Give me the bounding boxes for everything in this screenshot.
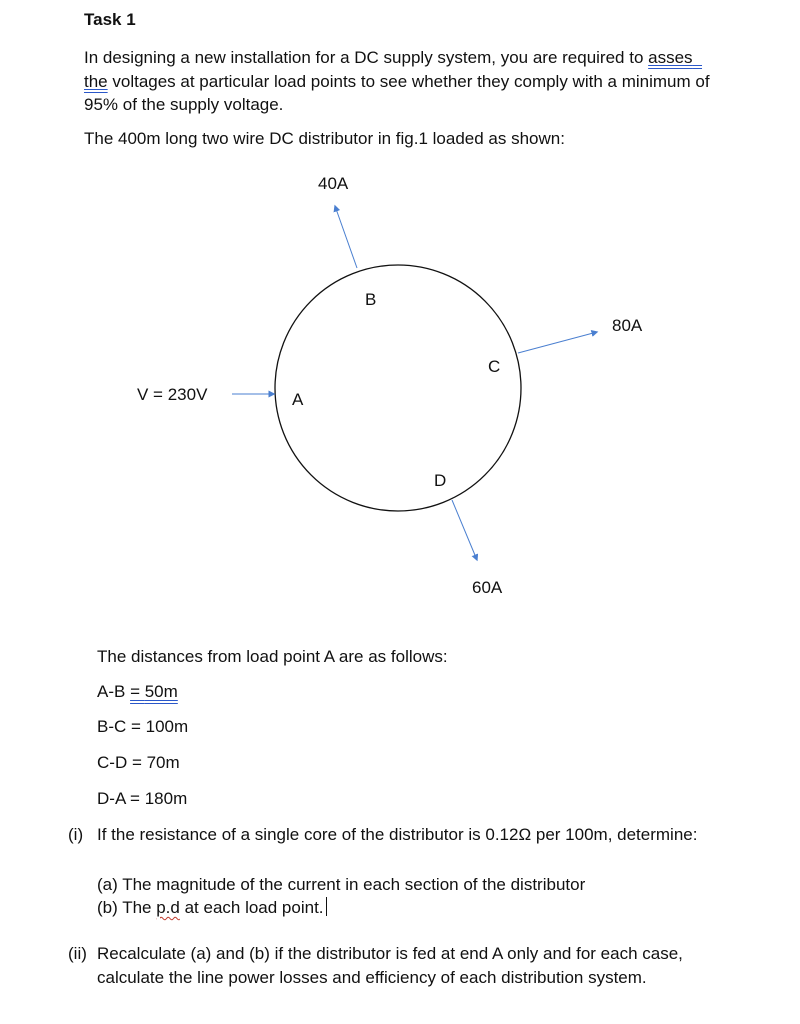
intro-line-3: 95% of the supply voltage. bbox=[84, 95, 284, 114]
load-d-arrow bbox=[452, 500, 477, 560]
load-c-arrow bbox=[518, 332, 597, 353]
distance-da: D-A = 180m bbox=[97, 789, 188, 808]
load-d-current: 60A bbox=[472, 578, 503, 597]
question-1-number: (i) bbox=[68, 825, 84, 844]
supply-voltage-label: V = 230V bbox=[137, 385, 208, 404]
question-1b-pd: p.d bbox=[156, 898, 180, 917]
point-c-label: C bbox=[488, 357, 501, 376]
task-title: Task 1 bbox=[84, 10, 136, 29]
point-a-label: A bbox=[292, 390, 304, 409]
question-1b bbox=[97, 896, 327, 920]
distance-ab-label: A-B bbox=[97, 682, 131, 701]
question-2-line-2: calculate the line power losses and efficiency of each distribution system. bbox=[97, 968, 647, 987]
intro-line-1-text: In designing a new installation for a DC supply system, you are required to bbox=[84, 48, 649, 67]
load-b-current: 40A bbox=[318, 174, 349, 193]
distance-ab-underlined: = bbox=[130, 682, 145, 701]
distance-cd: C-D = 70m bbox=[97, 753, 180, 772]
point-d-label: D bbox=[434, 471, 447, 490]
intro-underlined-the: the bbox=[84, 72, 108, 91]
question-1b-pre: (b) The bbox=[97, 898, 157, 917]
distance-bc: B-C = 100m bbox=[97, 717, 189, 736]
load-c-current: 80A bbox=[612, 316, 643, 335]
distances-heading: The distances from load point A are as follows: bbox=[97, 647, 448, 666]
distance-ab bbox=[97, 680, 178, 704]
point-b-label: B bbox=[365, 290, 377, 309]
question-1-text: If the resistance of a single core of the distributor is 0.12Ω per 100m, determine: bbox=[97, 825, 698, 844]
load-b-arrow bbox=[335, 206, 357, 268]
intro-line-2-text: voltages at particular load points to see whether they comply with a minimum of bbox=[107, 72, 710, 91]
distance-ab-value: 50m bbox=[144, 682, 178, 701]
intro-underlined-word: asses bbox=[648, 48, 693, 67]
question-2-line-1: Recalculate (a) and (b) if the distributor is fed at end A only and for each case, bbox=[97, 944, 683, 963]
question-1b-post: at each load point. bbox=[179, 898, 324, 917]
distributor-sentence: The 400m long two wire DC distributor in fig.1 loaded as shown: bbox=[84, 129, 565, 148]
question-2-number: (ii) bbox=[68, 944, 87, 963]
question-1a: (a) The magnitude of the current in each section of the distributor bbox=[97, 875, 586, 894]
distributor-ring bbox=[275, 265, 521, 511]
text-cursor bbox=[326, 897, 327, 916]
